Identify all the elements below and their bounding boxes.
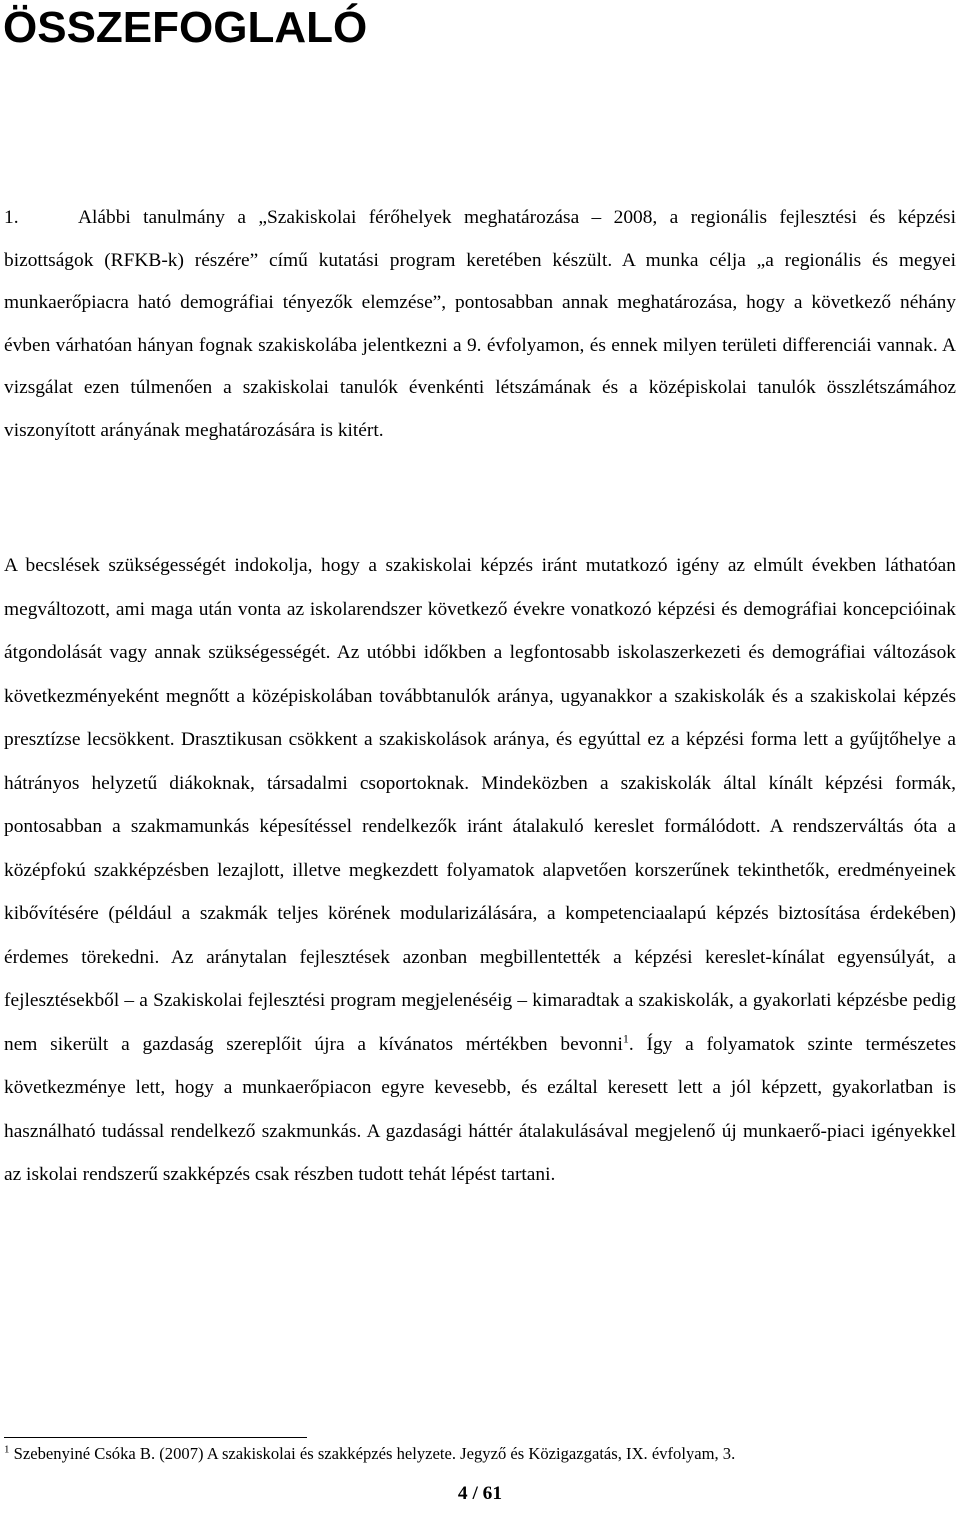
- footnote-text: Szebenyiné Csóka B. (2007) A szakiskolai és szakképzés helyzete. Jegyző és Közigazgatás, IX. évfolyam, 3.: [9, 1444, 736, 1463]
- footnote-reference[interactable]: 1: [622, 1031, 629, 1046]
- paragraph-2-text-after-footnote: . Így a folyamatok szinte természetes következménye lett, hogy a munkaerőpiacon egyre kevesebb, és ezáltal keresett lett a jól képzett, gyakorlatban is használható tudással rendelkező szakmunkás. A gazdasági háttér átalakulásával megjelenő új munkaerő-piaci igényekkel az iskolai rendszerű szakképzés csak részben tudott tehát lépést tartani.: [4, 1033, 956, 1185]
- paragraph-2-text-before-footnote: A becslések szükségességét indokolja, hogy a szakiskolai képzés iránt mutatkozó igény az elmúlt években láthatóan megváltozott, ami maga után vonta az iskolarendszer következő évekre vonatkozó képzési és demográfiai koncepcióinak átgondolását vagy annak szükségességét. Az utóbbi időkben a legfontosabb iskolaszerkezeti és demográfiai változások következményeként megnőtt a középiskolában továbbtanulók aránya, ugyanakkor a szakiskolák és a szakiskolai képzés presztízse lecsökkent. Drasztikusan csökkent a szakiskolások aránya, és egyúttal ez a képzési forma lett a gyűjtőhelye a hátrányos helyzetű diákoknak, társadalmi csoportoknak. Mindeközben a szakiskolák által kínált képzési formák, pontosabban a szakmamunkás képesítéssel rendelkezők iránt átalakuló kereslet formálódott. A rendszerváltás óta a középfokú szakképzésben lezajlott, illetve megkezdett folyamatok alapvetően korszerűnek tekinthetők, eredményeinek kibővítésére (például a szakmák teljes körének modularizálására, a kompetenciaalapú képzés biztosítása érdekében) érdemes törekedni. Az aránytalan fejlesztések azonban megbillentették a képzési kereslet-kínálat egyensúlyát, a fejlesztésekből – a Szakiskolai fejlesztési program megjelenéséig – kimaradtak a szakiskolák, a gyakorlati képzésbe pedig nem sikerült a gazdaság szereplőit újra a kívánatos mértékben bevonni: [4, 555, 956, 1055]
- list-number: 1.: [4, 207, 19, 228]
- footnote: [4, 1444, 735, 1464]
- paragraph-1-text: Alábbi tanulmány a „Szakiskolai férőhelyek meghatározása – 2008, a regionális fejlesztési és képzési bizottságok (RFKB-k) részére” című kutatási program keretében készült. A munka célja „a regionális és megyei munkaerőpiacra ható demográfiai tényezők elemzése”, pontosabban annak meghatározása, hogy a következő néhány évben várhatóan hányan fognak szakiskolába jelentkezni a 9. évfolyamon, és ennek milyen területi differenciái vannak. A vizsgálat ezen túlmenően a szakiskolai tanulók évenkénti létszámának és a középiskolai tanulók összlétszámához viszonyított arányának meghatározására is kitért.: [4, 207, 956, 441]
- numbered-paragraph-1: [4, 197, 956, 453]
- page-title: ÖSSZEFOGLALÓ: [3, 3, 368, 52]
- page-number: 4 / 61: [457, 1483, 503, 1504]
- footnote-separator: [4, 1437, 307, 1438]
- paragraph-2: [4, 544, 956, 1197]
- footnote-mark: 1: [4, 1443, 10, 1456]
